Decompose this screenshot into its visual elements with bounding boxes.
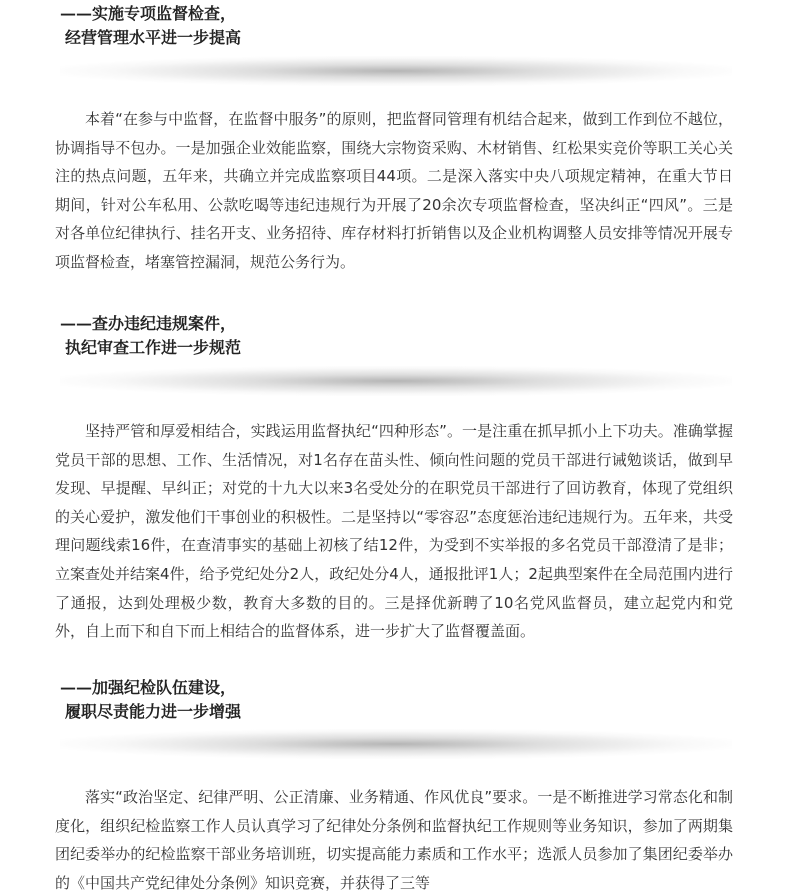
- section-3-heading: [0, 676, 720, 724]
- section-1-heading-line2: 经营管理水平进一步提高: [65, 28, 242, 47]
- section-3-divider: [60, 729, 732, 759]
- section-1-heading: [0, 2, 720, 50]
- section-1-heading-line1: ——实施专项监督检查，: [60, 4, 237, 23]
- section-1-divider: [60, 56, 732, 86]
- section-3-heading-line2: 履职尽责能力进一步增强: [65, 702, 242, 721]
- section-2-heading-line1: ——查办违纪违规案件，: [60, 314, 237, 333]
- section-3-heading-line1: ——加强纪检队伍建设，: [60, 678, 237, 697]
- section-2-heading: [0, 312, 720, 360]
- section-1-paragraph: 本着“在参与中监督，在监督中服务”的原则，把监督同管理有机结合起来，做到工作到位不越位，协调指导不包办。一是加强企业效能监察，围绕大宗物资采购、木材销售、红松果实竞价等职工关心关注的热点问题，五年来，共确立并完成监察项目44项。二是深入落实中央八项规定精神，在重大节日期间，针对公车私用、公款吃喝等违纪违规行为开展了20余次专项监督检查，坚决纠正“四风”。三是对各单位纪律执行、挂名开支、业务招待、库存材料打折销售以及企业机构调整人员安排等情况开展专项监督检查，堵塞管控漏洞，规范公务行为。: [55, 110, 733, 271]
- section-3-paragraph: 落实“政治坚定、纪律严明、公正清廉、业务精通、作风优良”要求。一是不断推进学习常态化和制度化，组织纪检监察工作人员认真学习了纪律处分条例和监督执纪工作规则等业务知识，参加了两期集团纪委举办的纪检监察干部业务培训班，切实提高能力素质和工作水平；选派人员参加了集团纪委举办的《中国共产党纪律处分条例》知识竞赛，并获得了三等: [55, 788, 733, 891]
- section-2-heading-line2: 执纪审查工作进一步规范: [65, 338, 242, 357]
- section-2-paragraph: 坚持严管和厚爱相结合，实践运用监督执纪“四种形态”。一是注重在抓早抓小上下功夫。准确掌握党员干部的思想、工作、生活情况，对1名存在苗头性、倾向性问题的党员干部进行诫勉谈话，做到早发现、早提醒、早纠正；对党的十九大以来3名受处分的在职党员干部进行了回访教育，体现了党组织的关心爱护，激发他们干事创业的积极性。二是坚持以“零容忍”态度惩治违纪违规行为。五年来，共受理问题线索16件，在查清事实的基础上初核了结12件，为受到不实举报的多名党员干部澄清了是非；立案查处并结案4件，给予党纪处分2人，政纪处分4人，通报批评1人；2起典型案件在全局范围内进行了通报，达到处理极少数，教育大多数的目的。三是择优新聘了10名党风监督员，建立起党内和党外，自上而下和自下而上相结合的监督体系，进一步扩大了监督覆盖面。: [55, 422, 733, 641]
- section-2-divider: [60, 366, 732, 396]
